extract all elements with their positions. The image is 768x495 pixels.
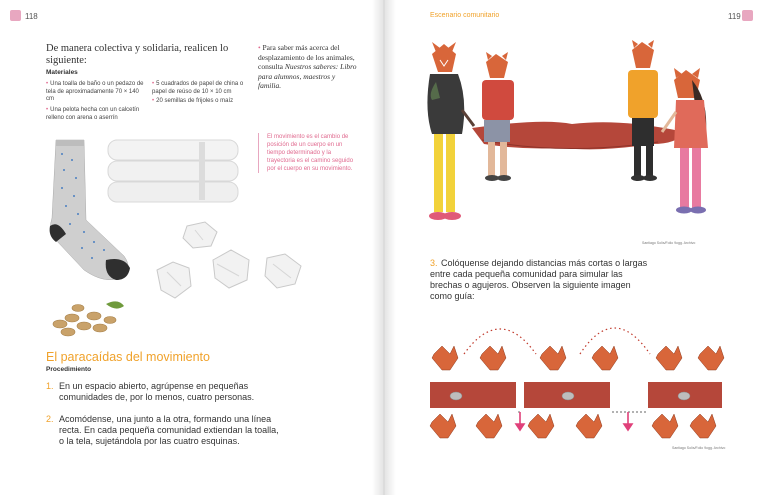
side-note-text: Para saber más acerca del desplazamiento de los animales, consulta	[258, 43, 355, 71]
children-with-towel-illustration	[422, 40, 722, 245]
guide-diagram	[428, 310, 728, 460]
image-credit: Santiago Solís/Folio 9ogg. Archivo	[672, 446, 726, 450]
step-item: 1. En un espacio abierto, agrúpense en pequeñas comunidades de, por lo menos, cuatro personas.	[46, 381, 255, 402]
image-credit: Santiago Solís/Folio 9ogg. Archivo	[642, 241, 696, 245]
beans-illustration	[48, 296, 128, 340]
paper-squares-illustration	[155, 220, 310, 305]
material-item: • 5 cuadrados de papel de china o papel de reúso de 10 × 10 cm	[152, 81, 244, 95]
page-marker-square	[10, 10, 21, 21]
towels-illustration	[106, 138, 240, 204]
step-item: 3. Colóquense dejando distancias más cortas o largas entre cada pequeña comunidad para simular las brechas o agujeros. Observen la siguiente imagen como guía:	[430, 258, 648, 301]
page-number-right: 119	[728, 12, 741, 21]
side-note-book: Nuestros saberes: Libro para alumnos, maestros y familia.	[258, 62, 357, 90]
material-item: • Una toalla de baño o un pedazo de tela de aproximadamente 70 × 140 cm	[46, 81, 144, 102]
material-item: • 20 semillas de frijoles o maíz	[152, 98, 234, 104]
definition-box: El movimiento es el cambio de posición de un cuerpo en un tiempo determinado y la trayectoria es el camino seguido por el cuerpo en su movimiento.	[258, 133, 358, 173]
page-number-left: 118	[25, 12, 38, 21]
page-marker-square	[742, 10, 753, 21]
procedure-heading: Procedimiento	[46, 366, 92, 373]
right-page	[384, 0, 768, 495]
section-title: El paracaídas del movimiento	[46, 350, 210, 364]
book-gutter	[372, 0, 396, 495]
intro-text: De manera colectiva y solidaria, realicen lo siguiente:	[46, 43, 229, 66]
section-tag: Escenario comunitario	[430, 12, 500, 19]
material-item: • Una pelota hecha con un calcetín relleno con arena o aserrín	[46, 107, 140, 121]
side-note: • Para saber más acerca del desplazamiento de los animales, consulta Nuestros saberes: Libro para alumnos, maestros y familia.	[258, 43, 357, 90]
step-item: 2. Acomódense, una junto a la otra, formando una línea recta. En cada pequeña comunidad extiendan la toalla, o la tela, sujetándola por las cuatro esquinas.	[46, 414, 279, 446]
materials-heading: Materiales	[46, 69, 78, 76]
